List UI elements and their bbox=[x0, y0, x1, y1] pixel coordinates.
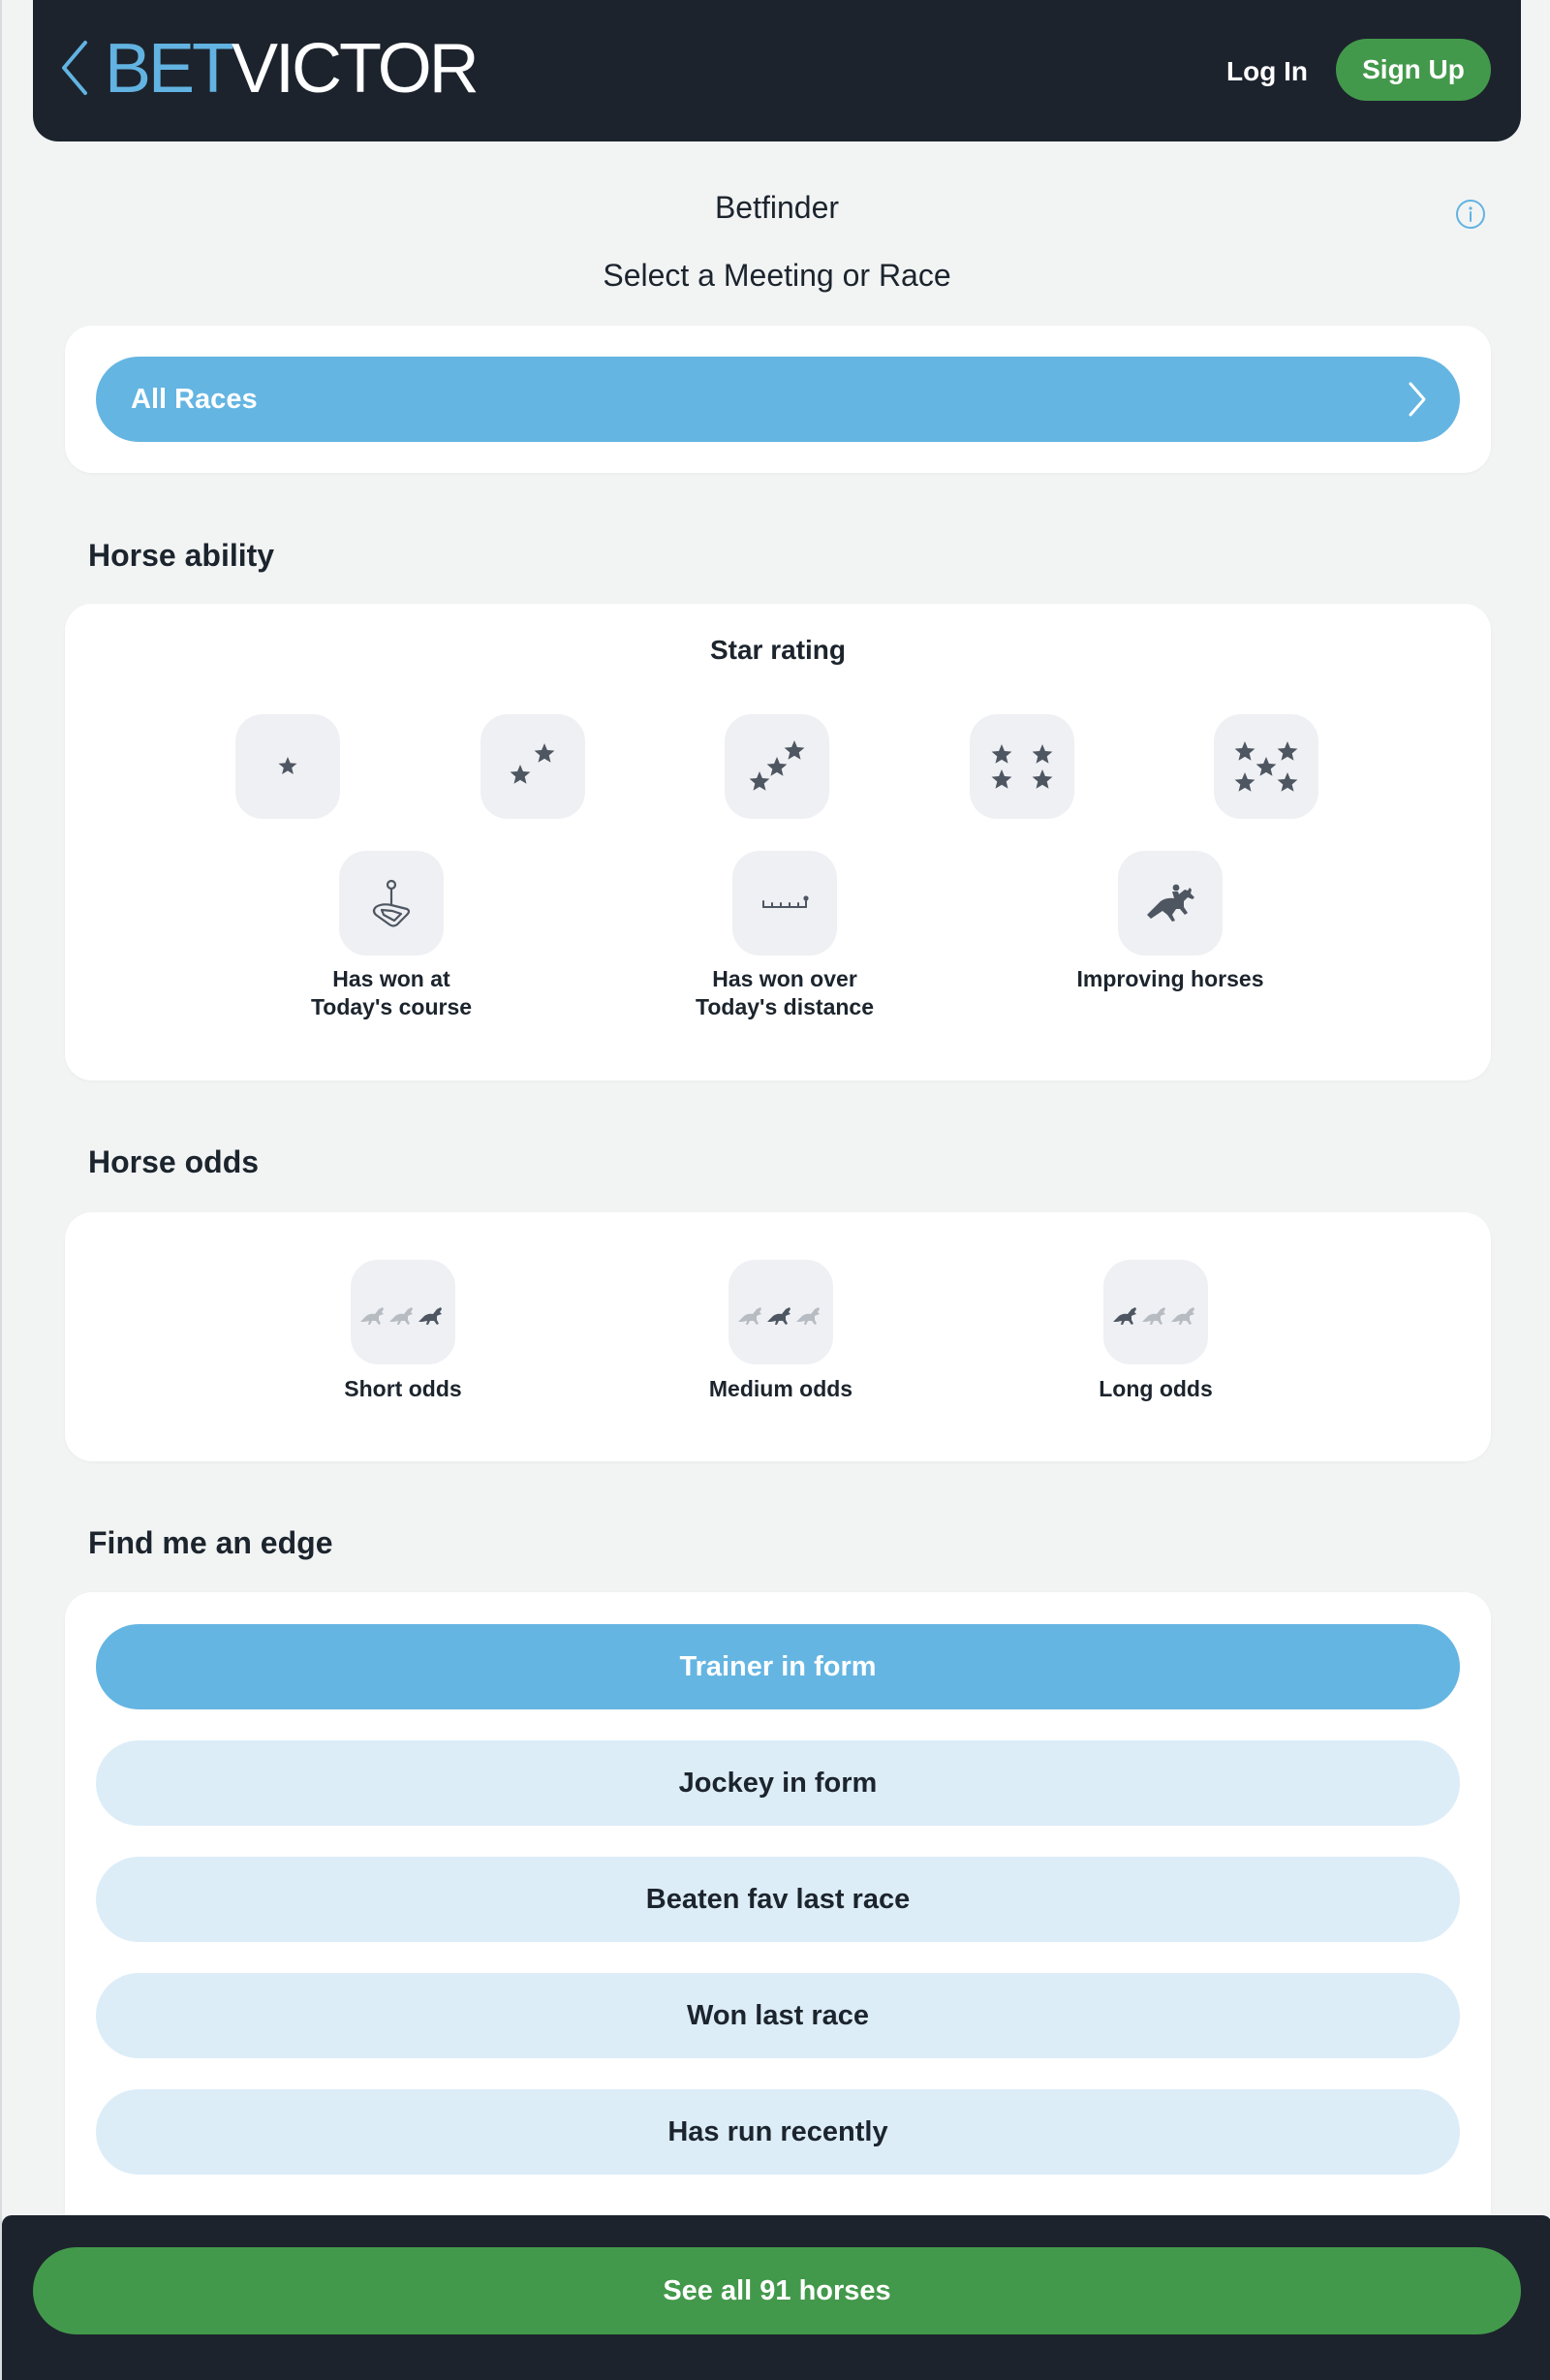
top-header bbox=[33, 0, 1521, 141]
two-star-button[interactable] bbox=[480, 714, 585, 819]
chevron-right-icon bbox=[1406, 380, 1429, 419]
horse-ability-card bbox=[65, 604, 1491, 1080]
long-odds-horses-icon bbox=[1109, 1293, 1202, 1331]
won-at-course-button[interactable] bbox=[339, 851, 444, 955]
won-at-course-label: Has won at Today's course bbox=[310, 966, 473, 1019]
distance-ruler-icon bbox=[756, 874, 814, 932]
four-star-icon bbox=[983, 728, 1061, 805]
all-races-dropdown[interactable] bbox=[96, 357, 1460, 442]
race-course-icon bbox=[362, 874, 420, 932]
three-star-button[interactable] bbox=[725, 714, 829, 819]
logo-victor-text: VICTOR bbox=[232, 30, 477, 108]
improving-horses-label: Improving horses bbox=[1076, 966, 1264, 991]
improving-horses-button[interactable] bbox=[1118, 851, 1223, 955]
racing-horse-icon bbox=[1139, 872, 1201, 934]
two-star-icon bbox=[494, 728, 572, 805]
one-star-icon bbox=[259, 737, 317, 796]
race-selector-card bbox=[65, 326, 1491, 473]
jockey-in-form-button[interactable]: Jockey in form bbox=[96, 1740, 1460, 1826]
long-odds-button[interactable] bbox=[1103, 1260, 1208, 1364]
trainer-in-form-button[interactable]: Trainer in form bbox=[96, 1624, 1460, 1709]
beaten-fav-last-race-button[interactable]: Beaten fav last race bbox=[96, 1857, 1460, 1942]
short-odds-button[interactable] bbox=[351, 1260, 455, 1364]
page-subtitle: Select a Meeting or Race bbox=[603, 258, 951, 293]
info-icon[interactable] bbox=[1455, 199, 1486, 230]
short-odds-horses-icon bbox=[356, 1293, 450, 1331]
has-run-recently-button[interactable]: Has run recently bbox=[96, 2089, 1460, 2175]
find-edge-heading: Find me an edge bbox=[88, 1525, 333, 1560]
won-over-distance-button[interactable] bbox=[732, 851, 837, 955]
signup-button[interactable]: Sign Up bbox=[1336, 39, 1491, 101]
betvictor-logo[interactable] bbox=[105, 27, 477, 110]
back-chevron-icon[interactable] bbox=[56, 37, 95, 99]
horse-odds-card bbox=[65, 1212, 1491, 1461]
five-star-icon bbox=[1227, 728, 1305, 805]
star-rating-title: Star rating bbox=[709, 635, 847, 665]
find-edge-card bbox=[65, 1592, 1491, 2270]
medium-odds-button[interactable] bbox=[728, 1260, 833, 1364]
horse-odds-heading: Horse odds bbox=[88, 1144, 260, 1179]
three-star-icon bbox=[738, 728, 816, 805]
medium-odds-horses-icon bbox=[734, 1293, 827, 1331]
login-button[interactable]: Log In bbox=[1203, 47, 1331, 97]
bottom-action-bar bbox=[2, 2215, 1550, 2380]
horse-ability-heading: Horse ability bbox=[88, 538, 275, 573]
long-odds-label: Long odds bbox=[1099, 1376, 1213, 1401]
short-odds-label: Short odds bbox=[344, 1376, 462, 1401]
logo-bet-text: BET bbox=[105, 30, 232, 108]
medium-odds-label: Medium odds bbox=[708, 1376, 853, 1401]
all-races-label: All Races bbox=[131, 383, 258, 415]
won-over-distance-label: Has won over Today's distance bbox=[696, 966, 874, 1019]
one-star-button[interactable] bbox=[235, 714, 340, 819]
page-title: Betfinder bbox=[714, 190, 840, 225]
five-star-button[interactable] bbox=[1214, 714, 1318, 819]
four-star-button[interactable] bbox=[970, 714, 1074, 819]
won-last-race-button[interactable]: Won last race bbox=[96, 1973, 1460, 2058]
see-all-horses-button[interactable]: See all 91 horses bbox=[33, 2247, 1521, 2334]
